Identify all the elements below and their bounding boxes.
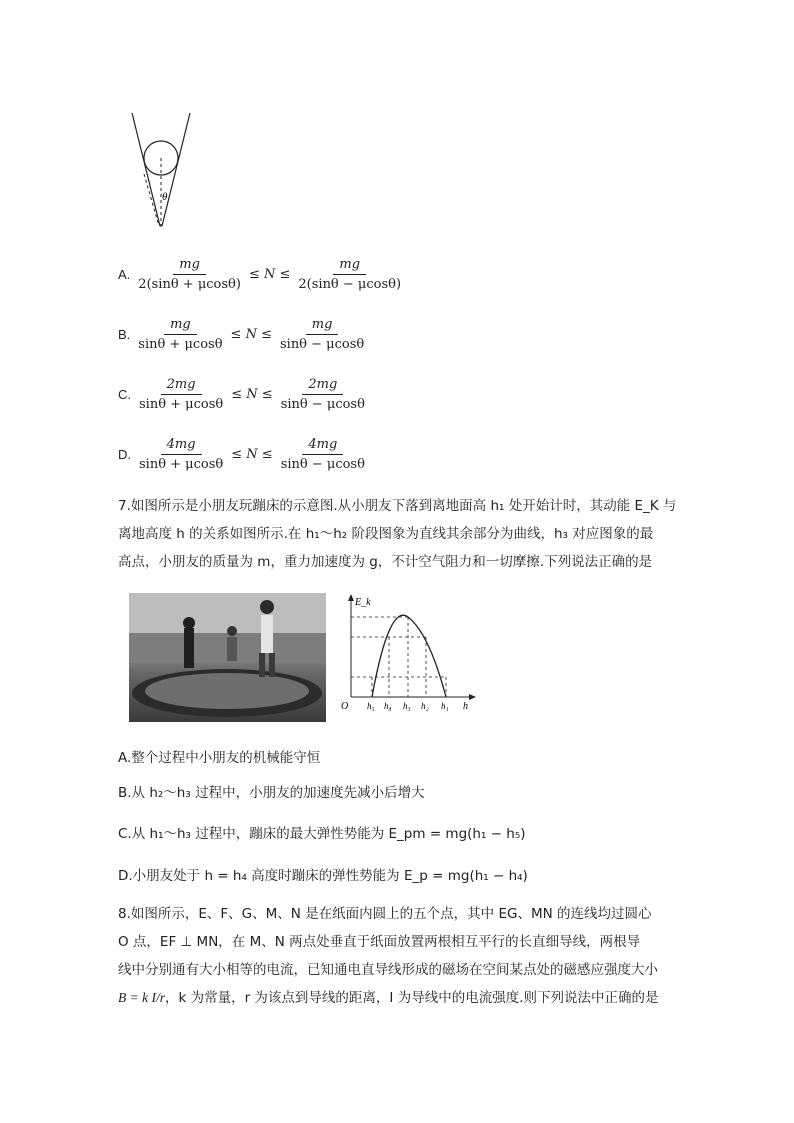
- q8-line4-rest: ，k 为常量，r 为该点到导线的距离，I 为导线中的电流强度.则下列说法中正确的是: [164, 990, 659, 1006]
- tick-h4: h₄: [384, 701, 392, 711]
- angle-label: θ: [162, 191, 168, 203]
- q8-line4: [118, 984, 683, 1012]
- q7-option-a[interactable]: A.整个过程中小朋友的机械能守恒: [118, 750, 321, 766]
- q6-option-d[interactable]: D. $\frac{4mg}{\sin\theta + \mu\cos\theta}$ ≤ N ≤ $\frac{4mg}{\sin\theta - \mu\cos\theta}$: [118, 437, 365, 472]
- q7-line3: 高点，小朋友的质量为 m，重力加速度为 g，不计空气阻力和一切摩擦.下列说法正确的是: [118, 554, 653, 570]
- tick-h3: h₃: [403, 701, 411, 711]
- cone-right-wall: [162, 113, 190, 226]
- q7-option-b[interactable]: B.从 h₂～h₃ 过程中，小朋友的加速度先减小后增大: [118, 785, 425, 801]
- q7-stem: [118, 492, 683, 576]
- q7-option-c[interactable]: C.从 h₁～h₃ 过程中，蹦床的最大弹性势能为 E_pm = mg(h₁ − h₅): [118, 826, 526, 842]
- trampoline-photo: [129, 593, 326, 722]
- q7-option-d[interactable]: D.小朋友处于 h = h₄ 高度时蹦床的弹性势能为 E_p = mg(h₁ − h₄): [118, 868, 528, 884]
- q6-option-a[interactable]: A. $\frac{mg}{2(\sin\theta + \mu\cos\theta)}$ ≤ N ≤ $\frac{mg}{2(\sin\theta - \mu\cos\theta)}$: [118, 257, 402, 292]
- q7-line1: 7.如图所示是小朋友玩蹦床的示意图.从小朋友下落到离地面高 h₁ 处开始计时，其动能 E_K 与: [118, 498, 677, 514]
- y-axis-label: E_k: [355, 597, 371, 608]
- x-axis-label: h: [463, 701, 468, 712]
- ek-curve: [372, 615, 446, 697]
- tick-h2: h₂: [421, 701, 429, 711]
- cone-left-wall: [132, 113, 160, 226]
- tick-h5: h₅: [367, 701, 375, 711]
- q6-option-c[interactable]: C. $\frac{2mg}{\sin\theta + \mu\cos\theta}$ ≤ N ≤ $\frac{2mg}{\sin\theta - \mu\cos\theta}$: [118, 377, 365, 412]
- q8-formula: B = k I/r: [118, 990, 165, 1005]
- q8-line1: 8.如图所示，E、F、G、M、N 是在纸面内圆上的五个点，其中 EG、MN 的连线均过圆心: [118, 906, 652, 922]
- q8-line2: O 点，EF ⊥ MN，在 M、N 两点处垂直于纸面放置两根相互平行的长直细导线，两根导: [118, 934, 641, 950]
- origin-label: O: [341, 701, 349, 712]
- cone-ball-figure: [125, 108, 200, 233]
- q8-line3: 线中分别通有大小相等的电流，已知通电直导线形成的磁场在空间某点处的磁感应强度大小: [118, 962, 658, 978]
- tick-h1: h₁: [441, 701, 449, 711]
- q7-line2: 离地高度 h 的关系如图所示.在 h₁～h₂ 阶段图象为直线其余部分为曲线，h₃ 对应图象的最: [118, 526, 654, 542]
- q8-stem: [118, 900, 683, 1012]
- ek-h-graph: [335, 593, 485, 713]
- q6-option-b[interactable]: B. $\frac{mg}{\sin\theta + \mu\cos\theta}$ ≤ N ≤ $\frac{mg}{\sin\theta - \mu\cos\theta}$: [118, 317, 365, 352]
